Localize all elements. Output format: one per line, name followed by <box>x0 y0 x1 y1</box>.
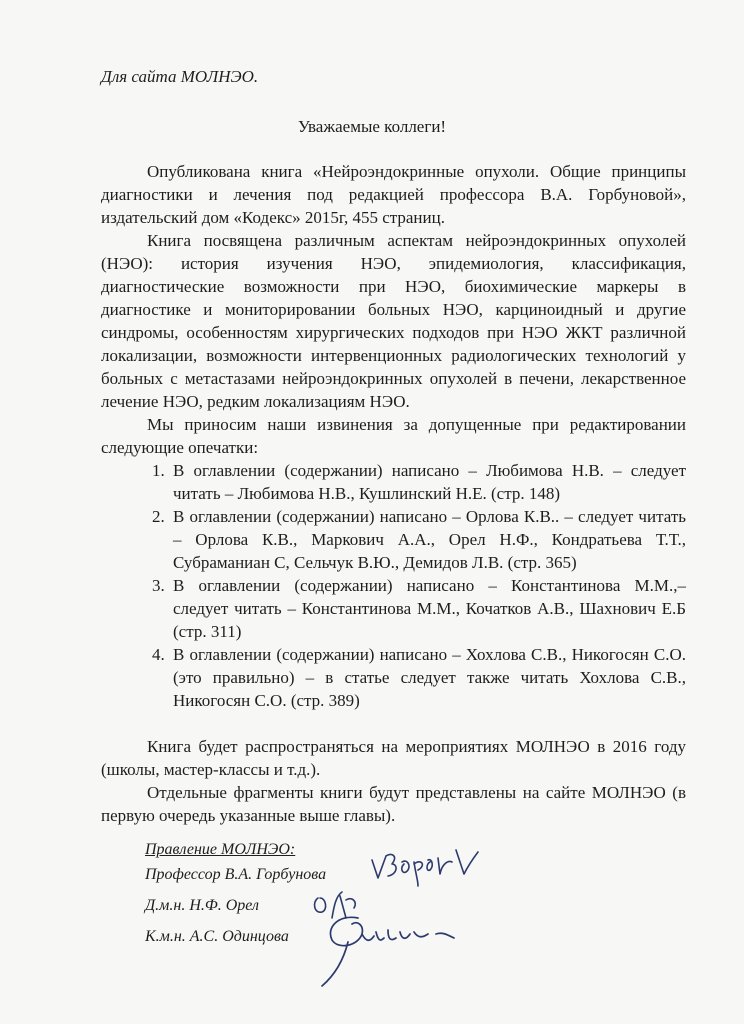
signature-odintsova-image <box>318 912 498 992</box>
errata-item: 3. В оглавлении (содержании) написано – Константинова М.М.,– следует читать – Константинова М.М., Кочатков А.В., Шахнович Е.Б (стр. 311) <box>169 574 686 643</box>
signature-block <box>145 837 326 949</box>
paragraph-publication: Опубликована книга «Нейроэндокринные опухоли. Общие принципы диагностики и лечения под редакцией профессора В.А. Горбуновой», издательский дом «Кодекс» 2015г, 455 страниц. <box>101 162 686 227</box>
errata-item: 4. В оглавлении (содержании) написано – Хохлова С.В., Никогосян С.О. (это правильно) – в статье следует также читать Хохлова С.В., Никогосян С.О. (стр. 389) <box>169 643 686 712</box>
signatory-gorbunova: Профессор В.А. Горбунова <box>145 866 327 883</box>
paragraph-apology: Мы приносим наши извинения за допущенные при редактировании следующие опечатки: <box>101 415 686 457</box>
signatory-odintsova: К.м.н. А.С. Одинцова <box>145 928 289 945</box>
signature-gorbunova-image <box>368 846 488 886</box>
signatory-orel: Д.м.н. Н.Ф. Орел <box>145 897 259 914</box>
errata-item: 1. В оглавлении (содержании) написано – Любимова Н.В. – следует читать – Любимова Н.В., Кушлинский Н.Е. (стр. 148) <box>169 459 686 505</box>
paragraph-fragments: Отдельные фрагменты книги будут представлены на сайте МОЛНЭО (в первую очередь указанные выше главы). <box>101 783 686 825</box>
paragraph-contents: Книга посвящена различным аспектам нейроэндокринных опухолей (НЭО): история изучения НЭО, эпидемиология, классификация, диагностические возможности при НЭО, биохимические маркеры в диагностике и мониторировании больных НЭО, карциноидный и другие синдромы, особенностям хирургических подходов при НЭО ЖКТ различной локализации, возможности интервенционных радиологических технологий у больных с метастазами нейроэндокринных опухолей в печени, лекарственное лечение НЭО, редким локализациям НЭО. <box>101 231 686 411</box>
errata-item: 2. В оглавлении (содержании) написано – Орлова К.В.. – следует читать – Орлова К.В., Маркович А.А., Орел Н.Ф., Кондратьева Т.Т., Субраманиан С, Сельчук В.Ю., Демидов Л.В. (стр. 365) <box>169 505 686 574</box>
letter-body <box>101 160 686 827</box>
greeting: Уважаемые коллеги! <box>297 117 447 136</box>
errata-list <box>101 459 686 712</box>
header-for-site: Для сайта МОЛНЭО. <box>101 67 259 86</box>
paragraph-distribution: Книга будет распространяться на мероприятиях МОЛНЭО в 2016 году (школы, мастер-классы и т.д.). <box>101 737 686 779</box>
board-title: Правление МОЛНЭО: <box>145 841 296 858</box>
